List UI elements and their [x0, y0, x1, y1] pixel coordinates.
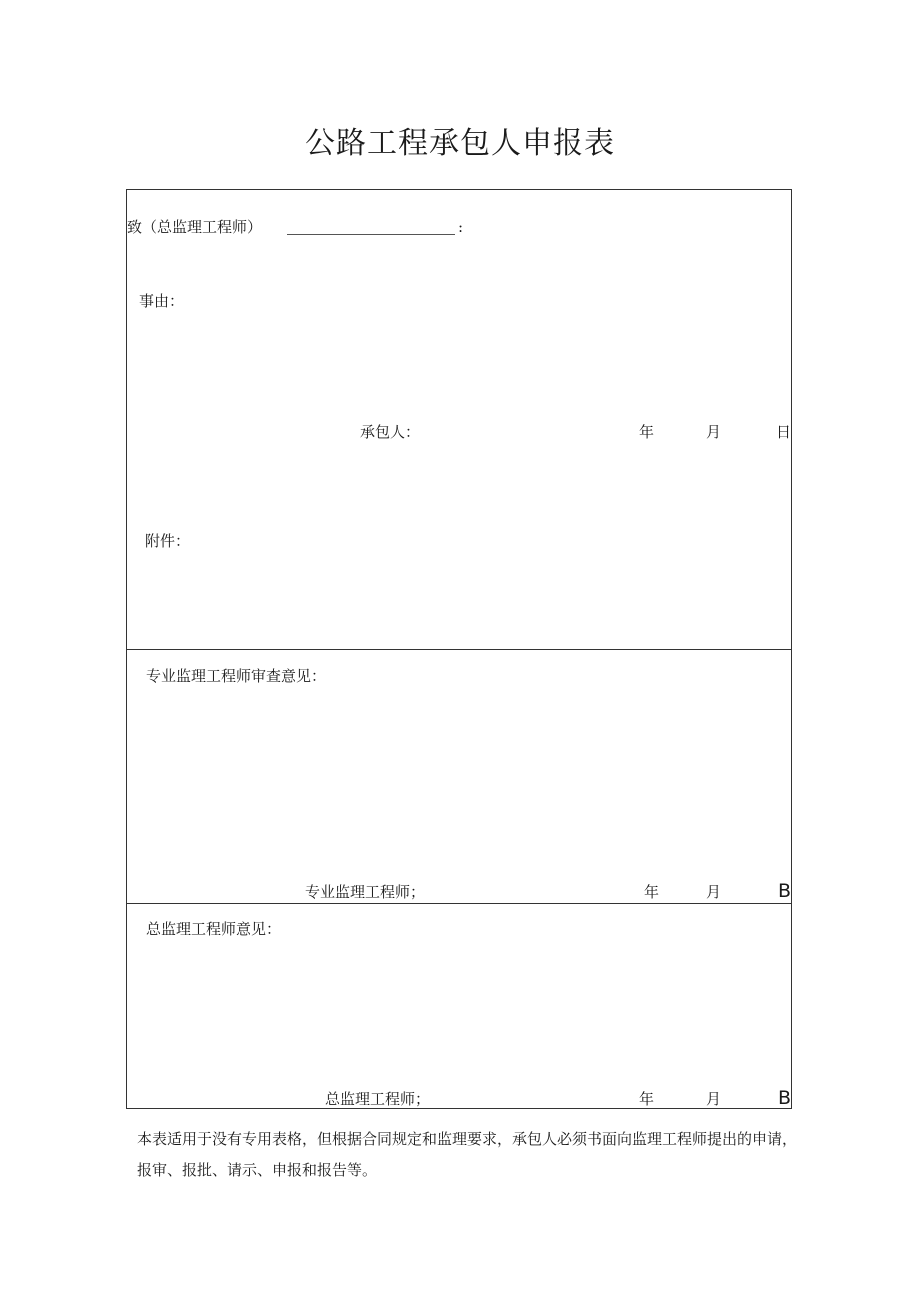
chief-date-month: 月 [706, 1090, 722, 1108]
contractor-date-year: 年 [639, 423, 655, 441]
specialist-opinion-label: 专业监理工程师审查意见： [146, 667, 327, 685]
specialist-date-month: 月 [706, 883, 722, 901]
contractor-date-day: 日 [776, 423, 792, 441]
chief-date-day: B [778, 1087, 792, 1109]
reason-label: 事由： [139, 292, 185, 310]
footnote: 本表适用于没有专用表格，但根据合同规定和监理要求，承包人必须书面向监理工程师提出的申请，报审、报批、请示、申报和报告等。 [137, 1130, 798, 1179]
report-form-table [126, 189, 792, 1109]
contractor-date-month: 月 [706, 423, 722, 441]
section-divider [127, 903, 791, 904]
specialist-engineer-signature-label: 专业监理工程师； [305, 883, 426, 901]
to-chief-engineer-label: 致（总监理工程师） [127, 218, 263, 236]
chief-date-year: 年 [639, 1090, 655, 1108]
specialist-date-year: 年 [644, 883, 660, 901]
chief-engineer-name-field[interactable] [287, 234, 455, 235]
attachment-label: 附件： [145, 532, 191, 550]
page-title: 公路工程承包人申报表 [305, 126, 615, 161]
to-colon: : [458, 218, 464, 236]
section-divider [127, 649, 791, 650]
chief-opinion-label: 总监理工程师意见： [146, 920, 282, 938]
specialist-date-day: B [778, 880, 792, 902]
chief-engineer-signature-label: 总监理工程师； [325, 1090, 431, 1108]
contractor-signature-label: 承包人： [360, 423, 421, 441]
